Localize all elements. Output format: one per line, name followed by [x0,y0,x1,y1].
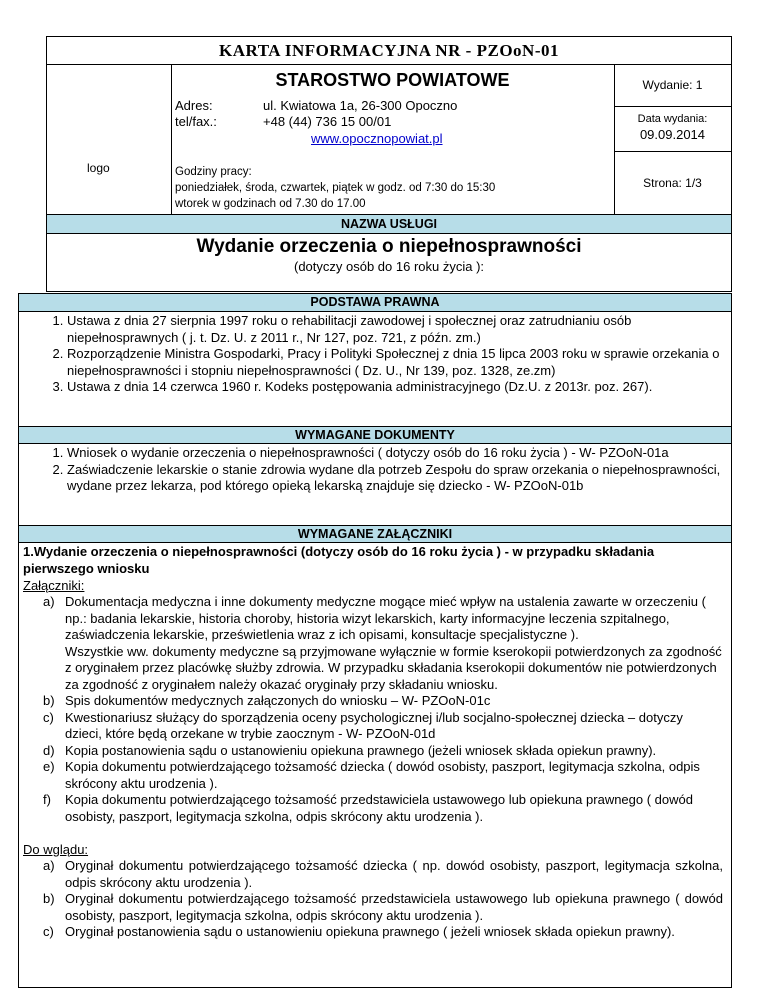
phone-label: tel/fax.: [175,114,217,129]
edition-cell [614,64,731,107]
list-item: c) Oryginał postanowienia sądu o ustanowieniu opiekuna prawnego ( jeżeli wniosek składa opiekun prawny). [43,924,675,939]
list-item: a) Oryginał dokumentu potwierdzającego tożsamość dziecka ( np. dowód osobisty, paszport, legitymacja szkolna, odpis skrócony aktu urodzenia ). [43,858,723,890]
office-info [171,64,615,214]
review-list [25,858,723,941]
service-note: (dotyczy osób do 16 roku życia ): [293,259,485,274]
logo-cell [47,64,172,214]
logo: logo [87,161,110,175]
attachments-heading: WYMAGANE ZAŁĄCZNIKI [19,525,731,543]
address-value: ul. Kwiatowa 1a, 26-300 Opoczno [263,98,458,113]
list-item: d) Kopia postanowienia sądu o ustanowieniu opiekuna prawnego (jeżeli wniosek składa opiekun prawny). [43,742,657,758]
case-title: 1.Wydanie orzeczenia o niepełnosprawności (dotyczy osób do 16 roku życia ) - w przypadku składania pierwszego wniosku [23,544,655,576]
documents-heading: WYMAGANE DOKUMENTY [19,426,731,444]
edition: Wydanie: 1 [642,78,703,92]
main-table [18,293,732,988]
documents-list [19,445,731,495]
list-item-note: Wszystkie ww. dokumenty medyczne są przyjmowane wyłącznie w formie kserokopii potwierdzonych za zgodność z oryginałem przez placówkę służby zdrowia. W przypadku składania kserokopii dokumentów nie potwierdzonych za zgodność z oryginałem należy okazać oryginały przy składaniu wniosku. [65,643,722,692]
service-bar: NAZWA USŁUGI [47,214,731,234]
office-name: STAROSTWO POWIATOWE [275,70,510,90]
service-name: Wydanie orzeczenia o niepełnosprawności [196,236,582,257]
list-item: c) Kwestionariusz służący do sporządzenia oceny psychologicznej i/lub socjalno-społecznej dziecka – dotyczy dzieci, które będą orzekane w trybie zaocznym - W- PZOoN-01d [43,709,683,741]
office-hours [175,164,495,212]
list-item: 1. Ustawa z dnia 27 sierpnia 1997 roku o rehabilitacji zawodowej i społecznej oraz zatrudnianiu osób niepełnosprawnych ( j. t. Dz. U. z 2011 r., Nr 127, poz. 721, z późn. zm.) [67,313,731,346]
list-item: b) Oryginał dokumentu potwierdzającego tożsamość przedstawiciela ustawowego lub opiekuna prawnego ( dowód osobisty, paszport, legitymacja szkolna, odpis skrócony aktu urodzenia ). [43,891,723,923]
page-number: Strona: 1/3 [643,176,702,190]
page-cell [614,152,731,214]
attachments-list [25,594,723,825]
list-item: b) Spis dokumentów medycznych załączonych do wniosku – W- PZOoN-01c [43,693,491,708]
address-label: Adres: [175,98,213,113]
legal-list [19,313,731,396]
hours-label: Godziny pracy: [175,166,252,178]
list-item: 1. Wniosek o wydanie orzeczenia o niepełnosprawności ( dotyczy osób do 16 roku życia ) - W- PZOoN-01a [67,445,731,462]
header-table [46,36,732,292]
issue-date-label: Data wydania: [637,113,708,125]
list-item: f) Kopia dokumentu potwierdzającego tożsamość przedstawiciela ustawowego lub opiekuna prawnego ( dowód osobisty, paszport, legitymacja szkolna, odpis skrócony aktu urodzenia ). [43,792,693,824]
list-item: 3. Ustawa z dnia 14 czerwca 1960 r. Kodeks postępowania administracyjnego (Dz.U. z 2013r. poz. 267). [67,379,731,396]
phone-value: +48 (44) 736 15 00/01 [263,114,392,129]
attachments-label: Załączniki: [23,578,85,593]
website-link[interactable]: www.opocznopowiat.pl [311,131,443,146]
list-item: e) Kopia dokumentu potwierdzającego tożsamość dziecka ( dowód osobisty, paszport, legitymacja szkolna, odpis skrócony aktu urodzenia ). [43,759,700,791]
list-item: 2. Rozporządzenie Ministra Gospodarki, Pracy i Polityki Społecznej z dnia 15 lipca 2003 roku w sprawie orzekania o niepełnosprawności i stopniu niepełnosprawności ( Dz. U., Nr 139, poz. 1328, ze.zm) [67,346,731,379]
list-item: 2. Zaświadczenie lekarskie o stanie zdrowia wydane dla potrzeb Zespołu do spraw orzekania o niepełnosprawności, wydane przez lekarza, pod którego opieką lekarską znajduje się dziecko - W- PZOoN-01b [67,462,731,495]
hours-line-2: wtorek w godzinach od 7.30 do 17.00 [175,198,366,210]
list-item: a) Dokumentacja medyczna i inne dokumenty medyczne mogące mieć wpływ na ustalenia zawarte w orzeczeniu ( np.: badania lekarskie, historia choroby, historia wizyt lekarskich, karty informacyjne leczenia szpitalnego, zaświadczenia lekarskie, prześwietlenia wraz z ich opisami, konsultacje specjalistyczne ). [43,594,706,642]
document-title: KARTA INFORMACYJNA NR - PZOoN-01 [47,37,731,65]
issue-date-cell [614,106,731,152]
review-label: Do wglądu: [23,842,89,857]
issue-date: 09.09.2014 [639,127,706,142]
legal-heading: PODSTAWA PRAWNA [19,294,731,312]
hours-line-1: poniedziałek, środa, czwartek, piątek w godz. od 7:30 do 15:30 [175,182,496,194]
